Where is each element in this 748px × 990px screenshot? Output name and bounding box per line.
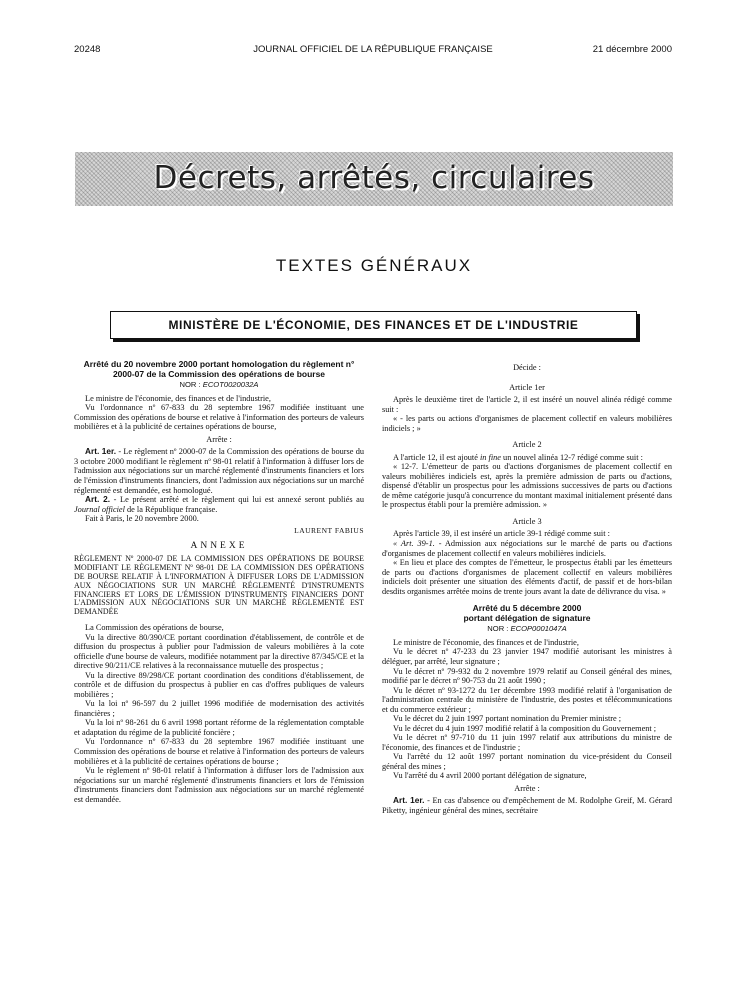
nor-code: ECOP0001047A [510, 624, 567, 634]
paragraph: Vu l'ordonnance nº 67-833 du 28 septembre 1967 modifiée instituant une Commission des opérations de bourse et relative à l'information des porteurs de valeurs mobilières et à la publicité de certaines opérations de bourse, [74, 403, 364, 432]
ministry-box [110, 311, 637, 339]
ministry-name: MINISTÈRE DE L'ÉCONOMIE, DES FINANCES ET DE L'INDUSTRIE [168, 318, 579, 332]
article-title: Article 1er [509, 382, 545, 392]
nor-code: ECOT0020032A [202, 380, 259, 390]
article-2 [74, 495, 364, 514]
decree-title [382, 604, 672, 623]
text: A l'article 12, il est ajouté [393, 452, 480, 462]
paragraph: Le ministre de l'économie, des finances et de l'industrie, [393, 637, 579, 647]
article-text: - Le présent arrêté et le règlement qui lui est annexé seront publiés au [110, 495, 365, 505]
vu-item: Vu la directive 80/390/CE portant coordination d'établissement, de contrôle et de diffusion du prospectus à publier pour l'admission de valeurs mobilières à la cote officielle d'une bourse de valeurs, modifiée notamment par la directive 87/345/CE et la directive 90/211/CE relatives à la reconnaissance mutuelle des prospectus ; [74, 632, 364, 671]
paragraph: Après l'article 39, il est inséré un article 39-1 rédigé comme suit : [393, 529, 610, 539]
journal-title: JOURNAL OFFICIEL DE LA RÉPUBLIQUE FRANÇAISE [253, 44, 493, 55]
article-title: Article 3 [512, 516, 542, 526]
article-text: de la République française. [124, 504, 218, 514]
paragraph: « En lieu et place des comptes de l'émetteur, le prospectus établi par les émetteurs de parts ou d'actions d'organismes de placement collectif en valeurs mobilières indiciels doit présenter une situation des éléments d'actif, de passif et de hors-bilan desdits organismes arrêtée moins de trente jours avant la date de délivrance du visa. » [382, 558, 672, 596]
annexe-heading: ANNEXE [190, 541, 248, 552]
page-number: 20248 [74, 44, 101, 55]
title-line: Arrêté du 5 décembre 2000 [472, 603, 582, 614]
paragraph: « 12-7. L'émetteur de parts ou d'actions d'organismes de placement collectif en valeurs mobilières indiciels est, après la première admission de parts ou d'actions, dispensé d'établir un prospectus pour les admissions successives de parts ou d'actions de même catégorie jusqu'à concurrence du montant maximal initialement présenté dans le prospectus établi pour la première admission. » [382, 462, 672, 510]
right-column [382, 360, 672, 815]
vu-item: Vu le décret nº 47-233 du 23 janvier 1947 modifié autorisant les ministres à déléguer, par arrêté, leur signature ; [382, 647, 672, 666]
vu-item: Vu l'arrêté du 4 avril 2000 portant délégation de signature, [393, 771, 587, 781]
vu-item: Vu le règlement nº 98-01 relatif à l'information à diffuser lors de l'admission aux négociations sur un marché réglementé d'instruments financiers et lors de l'émission d'instruments financiers dont l'admission aux négociations sur un marché réglementé est demandée. [74, 766, 364, 804]
section-title: TEXTES GÉNÉRAUX [275, 256, 473, 275]
paragraph: Le ministre de l'économie, des finances et de l'industrie, [85, 393, 271, 403]
vu-item: Vu le décret nº 79-932 du 2 novembre 1979 relatif au Conseil général des mines, modifié par le décret nº 90-753 du 21 août 1990 ; [382, 666, 672, 686]
decide-heading: Décide : [513, 363, 541, 372]
signature: LAURENT FABIUS [294, 525, 364, 535]
paragraph [382, 453, 672, 463]
nor-reference [382, 625, 672, 634]
article-1 [74, 447, 364, 495]
section-banner [75, 152, 673, 206]
paragraph: Après le deuxième tiret de l'article 2, il est inséré un nouvel alinéa rédigé comme suit : [382, 395, 672, 414]
article-label: Art. 1er. [393, 795, 425, 806]
text-italic: in fine [479, 452, 501, 462]
vu-item: Vu le décret du 4 juin 1997 modifié relatif à la composition du Gouvernement ; [393, 723, 657, 733]
article-label: Art. 2. [85, 494, 111, 505]
article-label: Art. 1er. [85, 446, 117, 457]
vu-item: Vu la loi nº 96-597 du 2 juillet 1996 modifiée de modernisation des activités financières ; [74, 699, 364, 718]
article-title: Article 2 [512, 440, 542, 450]
vu-item: Vu le décret du 2 juin 1997 portant nomination du Premier ministre ; [393, 714, 622, 724]
text-italic: « Art. 39-1. [393, 538, 435, 548]
title-line: portant délégation de signature [463, 612, 591, 623]
article-text: - En cas d'absence ou d'empêchement de M. Rodolphe Greif, M. Gérard Piketty, ingénieur général des mines, secrétaire [382, 796, 672, 815]
text: - Admission aux négociations sur le marché de parts ou d'actions d'organismes de placement collectif en valeurs mobilières indiciels. [382, 538, 672, 558]
vu-item: Vu l'arrêté du 12 août 1997 portant nomination du vice-président du Conseil général des mines ; [382, 752, 672, 771]
arrete-heading: Arrête : [514, 783, 540, 793]
paragraph: « - les parts ou actions d'organismes de placement collectif en valeurs mobilières indiciels ; » [382, 414, 672, 433]
running-header [74, 44, 672, 58]
issue-date: 21 décembre 2000 [592, 44, 672, 55]
article-text: - Le règlement nº 2000-07 de la Commission des opérations de bourse du 3 octobre 2000 modifiant le règlement nº 98-01 relatif à l'information à diffuser lors de l'admission aux négociations sur un marché réglementé d'instruments financiers et lors de l'émission d'instruments financiers, dont l'admission aux négociations sur un marché réglementé est demandée, est homologué. [74, 447, 364, 495]
vu-item: Vu la loi nº 98-261 du 6 avril 1998 portant réforme de la réglementation comptable et adaptation du régime de la publicité foncière ; [74, 718, 364, 737]
vu-item: Vu le décret nº 93-1272 du 1er décembre 1993 modifié relatif à l'organisation de l'administration centrale du ministère de l'industrie, des postes et télécommunications et du commerce extérieur ; [382, 685, 672, 714]
text: un nouvel alinéa 12-7 rédigé comme suit : [500, 452, 643, 462]
vu-item: Vu le décret nº 97-710 du 11 juin 1997 relatif aux attributions du ministre de l'économie, des finances et de l'industrie ; [382, 733, 672, 752]
paragraph [382, 539, 672, 558]
nor-reference [74, 381, 364, 390]
banner-title: Décrets, arrêtés, circulaires [153, 160, 595, 196]
paragraph: La Commission des opérations de bourse, [85, 623, 224, 633]
vu-item: Vu la directive 89/298/CE portant coordination des conditions d'établissement, de contrôle et de diffusion du prospectus à publier en cas d'offres publiques de valeurs mobilières ; [74, 670, 364, 699]
decree-title: Arrêté du 20 novembre 2000 portant homologation du règlement n° 2000-07 de la Commission des opérations de bourse [83, 359, 355, 379]
vu-item: Vu l'ordonnance nº 67-833 du 28 septembre 1967 modifiée instituant une Commission des opérations de bourse et relative à l'information des porteurs de valeurs mobilières et à la publicité de certaines opérations de bourse ; [74, 737, 364, 766]
article-1 [382, 796, 672, 815]
paragraph: Fait à Paris, le 20 novembre 2000. [85, 514, 199, 524]
arrete-heading: Arrête : [206, 434, 232, 444]
nor-label: NOR : [179, 380, 201, 390]
left-column [74, 360, 364, 804]
journal-name: Journal officiel [74, 504, 125, 514]
reglement-title: RÈGLEMENT Nº 2000-07 DE LA COMMISSION DES OPÉRATIONS DE BOURSE MODIFIANT LE RÈGLEMENT Nº 98-01 DE LA COMMISSION DES OPÉRATIONS DE BOURSE RELATIF À L'INFORMATION À DIFFUSER LORS DE L'ADMISSION AUX NÉGOCIATIONS SUR UN MARCHÉ RÉGLEMENTÉ D'INSTRUMENTS FINANCIERS ET LORS DE L'ÉMISSION D'INSTRUMENTS FINANCIERS DONT L'ADMISSION AUX NÉGOCIATIONS SUR UN MARCHÉ RÉGLEMENTÉ EST DEMANDÉE [74, 554, 364, 617]
nor-label: NOR : [487, 624, 509, 634]
